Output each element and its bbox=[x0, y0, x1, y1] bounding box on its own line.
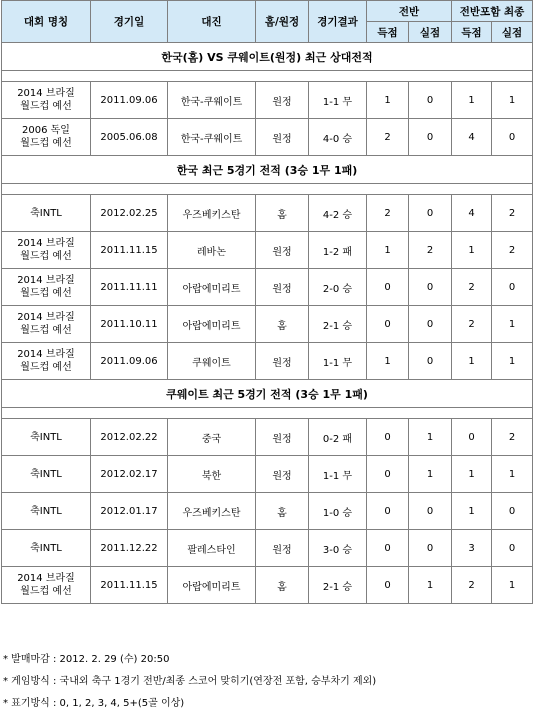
competition-line: 월드컵 예선 bbox=[20, 288, 72, 299]
first-half-conceded: 1 bbox=[409, 567, 452, 604]
final-scored: 3 bbox=[452, 530, 492, 567]
final-scored: 2 bbox=[452, 269, 492, 306]
final-conceded: 0 bbox=[492, 119, 533, 156]
header-first-half: 전반 bbox=[367, 1, 452, 22]
opponent: 한국-쿠웨이트 bbox=[168, 82, 256, 119]
final-scored: 1 bbox=[452, 343, 492, 380]
match-result: 0-2 패 bbox=[309, 419, 367, 456]
first-half-scored: 1 bbox=[367, 232, 409, 269]
competition-line: 2014 브라질 bbox=[17, 238, 75, 249]
match-record-table bbox=[1, 0, 533, 604]
home-away: 원정 bbox=[256, 419, 309, 456]
section-spacer-cell bbox=[2, 408, 533, 419]
section-title: 한국 최근 5경기 전적 (3승 1무 1패) bbox=[2, 156, 533, 184]
first-half-scored: 0 bbox=[367, 530, 409, 567]
competition-line: 축INTL bbox=[30, 505, 62, 517]
table-body bbox=[2, 43, 533, 604]
home-away: 홈 bbox=[256, 306, 309, 343]
header-tournament: 대회 명칭 bbox=[2, 1, 91, 43]
competition-name bbox=[2, 530, 91, 567]
table-row bbox=[2, 82, 533, 119]
section-title-row bbox=[2, 43, 533, 71]
section-spacer bbox=[2, 184, 533, 195]
final-conceded: 1 bbox=[492, 343, 533, 380]
first-half-conceded: 0 bbox=[409, 82, 452, 119]
match-date: 2011.11.11 bbox=[91, 269, 168, 306]
first-half-conceded: 1 bbox=[409, 456, 452, 493]
competition-line: 월드컵 예선 bbox=[20, 138, 72, 149]
home-away: 원정 bbox=[256, 456, 309, 493]
competition-line: 월드컵 예선 bbox=[20, 362, 72, 373]
section-spacer bbox=[2, 71, 533, 82]
match-result: 1-1 무 bbox=[309, 343, 367, 380]
match-result: 3-0 승 bbox=[309, 530, 367, 567]
competition-line: 월드컵 예선 bbox=[20, 586, 72, 597]
first-half-scored: 0 bbox=[367, 419, 409, 456]
table-row bbox=[2, 195, 533, 232]
opponent: 아랍에미리트 bbox=[168, 567, 256, 604]
home-away: 홈 bbox=[256, 195, 309, 232]
opponent: 아랍에미리트 bbox=[168, 306, 256, 343]
final-conceded: 1 bbox=[492, 456, 533, 493]
match-result: 4-2 승 bbox=[309, 195, 367, 232]
table-row bbox=[2, 530, 533, 567]
competition-line: 축INTL bbox=[30, 207, 62, 219]
final-conceded: 0 bbox=[492, 269, 533, 306]
competition-line: 축INTL bbox=[30, 468, 62, 480]
table-row bbox=[2, 119, 533, 156]
final-scored: 4 bbox=[452, 195, 492, 232]
final-scored: 2 bbox=[452, 306, 492, 343]
note-notation: * 표기방식 : 0, 1, 2, 3, 4, 5+(5골 이상) bbox=[3, 698, 185, 709]
match-date: 2011.11.15 bbox=[91, 232, 168, 269]
opponent: 레바논 bbox=[168, 232, 256, 269]
header-home-away: 홈/원정 bbox=[256, 1, 309, 43]
home-away: 원정 bbox=[256, 82, 309, 119]
match-result: 2-1 승 bbox=[309, 306, 367, 343]
match-result: 2-0 승 bbox=[309, 269, 367, 306]
final-scored: 1 bbox=[452, 493, 492, 530]
match-date: 2011.09.06 bbox=[91, 82, 168, 119]
section-title-row bbox=[2, 156, 533, 184]
match-result: 1-1 무 bbox=[309, 82, 367, 119]
match-date: 2012.01.17 bbox=[91, 493, 168, 530]
final-conceded: 2 bbox=[492, 195, 533, 232]
header-matchup: 대진 bbox=[168, 1, 256, 43]
final-conceded: 1 bbox=[492, 306, 533, 343]
competition-name bbox=[2, 195, 91, 232]
final-conceded: 0 bbox=[492, 493, 533, 530]
section-spacer-cell bbox=[2, 71, 533, 82]
first-half-scored: 1 bbox=[367, 82, 409, 119]
home-away: 원정 bbox=[256, 343, 309, 380]
opponent: 팔레스타인 bbox=[168, 530, 256, 567]
match-result: 1-1 무 bbox=[309, 456, 367, 493]
first-half-scored: 0 bbox=[367, 567, 409, 604]
header-row-top bbox=[2, 1, 533, 22]
first-half-conceded: 0 bbox=[409, 269, 452, 306]
competition-line: 2014 브라질 bbox=[17, 88, 75, 99]
first-half-conceded: 0 bbox=[409, 493, 452, 530]
competition-name bbox=[2, 493, 91, 530]
first-half-scored: 0 bbox=[367, 269, 409, 306]
competition-name bbox=[2, 232, 91, 269]
competition-line: 축INTL bbox=[30, 542, 62, 554]
competition-name bbox=[2, 269, 91, 306]
final-scored: 4 bbox=[452, 119, 492, 156]
note-deadline: * 발매마감 : 2012. 2. 29 (수) 20:50 bbox=[3, 654, 170, 665]
opponent: 북한 bbox=[168, 456, 256, 493]
competition-name bbox=[2, 82, 91, 119]
section-spacer-cell bbox=[2, 184, 533, 195]
opponent: 아랍에미리트 bbox=[168, 269, 256, 306]
section-spacer bbox=[2, 408, 533, 419]
first-half-scored: 0 bbox=[367, 456, 409, 493]
match-date: 2011.09.06 bbox=[91, 343, 168, 380]
home-away: 원정 bbox=[256, 119, 309, 156]
opponent: 우즈베키스탄 bbox=[168, 493, 256, 530]
home-away: 원정 bbox=[256, 269, 309, 306]
match-date: 2011.10.11 bbox=[91, 306, 168, 343]
competition-line: 월드컵 예선 bbox=[20, 325, 72, 336]
first-half-conceded: 0 bbox=[409, 119, 452, 156]
first-half-conceded: 0 bbox=[409, 530, 452, 567]
competition-line: 월드컵 예선 bbox=[20, 101, 72, 112]
final-scored: 1 bbox=[452, 232, 492, 269]
final-conceded: 1 bbox=[492, 567, 533, 604]
first-half-scored: 0 bbox=[367, 493, 409, 530]
note-game-method: * 게임방식 : 국내외 축구 1경기 전반/최종 스코어 맞히기(연장전 포함, 승부차기 제외) bbox=[3, 676, 377, 687]
table-row bbox=[2, 419, 533, 456]
match-result: 2-1 승 bbox=[309, 567, 367, 604]
table-row bbox=[2, 343, 533, 380]
opponent: 쿠웨이트 bbox=[168, 343, 256, 380]
final-conceded: 1 bbox=[492, 82, 533, 119]
table-row bbox=[2, 493, 533, 530]
section-title: 쿠웨이트 최근 5경기 전적 (3승 1무 1패) bbox=[2, 380, 533, 408]
match-date: 2011.12.22 bbox=[91, 530, 168, 567]
header-result: 경기결과 bbox=[309, 1, 367, 43]
final-scored: 0 bbox=[452, 419, 492, 456]
first-half-scored: 0 bbox=[367, 306, 409, 343]
home-away: 홈 bbox=[256, 493, 309, 530]
competition-name bbox=[2, 456, 91, 493]
opponent: 우즈베키스탄 bbox=[168, 195, 256, 232]
home-away: 원정 bbox=[256, 530, 309, 567]
first-half-scored: 2 bbox=[367, 195, 409, 232]
table-row bbox=[2, 269, 533, 306]
match-date: 2012.02.25 bbox=[91, 195, 168, 232]
competition-name bbox=[2, 567, 91, 604]
opponent: 한국-쿠웨이트 bbox=[168, 119, 256, 156]
header-final: 전반포함 최종 bbox=[452, 1, 533, 22]
table-row bbox=[2, 456, 533, 493]
final-scored: 1 bbox=[452, 456, 492, 493]
first-half-conceded: 0 bbox=[409, 306, 452, 343]
header-final-scored: 득점 bbox=[452, 22, 492, 43]
first-half-conceded: 0 bbox=[409, 343, 452, 380]
competition-name bbox=[2, 119, 91, 156]
match-date: 2011.11.15 bbox=[91, 567, 168, 604]
section-title: 한국(홈) VS 쿠웨이트(원정) 최근 상대전적 bbox=[2, 43, 533, 71]
match-result: 1-2 패 bbox=[309, 232, 367, 269]
match-date: 2005.06.08 bbox=[91, 119, 168, 156]
first-half-scored: 1 bbox=[367, 343, 409, 380]
final-conceded: 2 bbox=[492, 419, 533, 456]
section-title-row bbox=[2, 380, 533, 408]
competition-line: 2014 브라질 bbox=[17, 275, 75, 286]
header-final-conceded: 실점 bbox=[492, 22, 533, 43]
competition-line: 2006 독일 bbox=[22, 125, 70, 136]
competition-line: 월드컵 예선 bbox=[20, 251, 72, 262]
final-conceded: 0 bbox=[492, 530, 533, 567]
notes bbox=[3, 649, 376, 715]
match-result: 1-0 승 bbox=[309, 493, 367, 530]
competition-name bbox=[2, 343, 91, 380]
opponent: 중국 bbox=[168, 419, 256, 456]
header-date: 경기일 bbox=[91, 1, 168, 43]
first-half-scored: 2 bbox=[367, 119, 409, 156]
final-scored: 2 bbox=[452, 567, 492, 604]
table-row bbox=[2, 306, 533, 343]
header-first-half-scored: 득점 bbox=[367, 22, 409, 43]
competition-name bbox=[2, 306, 91, 343]
competition-line: 2014 브라질 bbox=[17, 573, 75, 584]
match-result: 4-0 승 bbox=[309, 119, 367, 156]
final-conceded: 2 bbox=[492, 232, 533, 269]
header-first-half-conceded: 실점 bbox=[409, 22, 452, 43]
competition-line: 축INTL bbox=[30, 431, 62, 443]
competition-line: 2014 브라질 bbox=[17, 312, 75, 323]
match-date: 2012.02.22 bbox=[91, 419, 168, 456]
competition-line: 2014 브라질 bbox=[17, 349, 75, 360]
first-half-conceded: 0 bbox=[409, 195, 452, 232]
home-away: 원정 bbox=[256, 232, 309, 269]
home-away: 홈 bbox=[256, 567, 309, 604]
match-date: 2012.02.17 bbox=[91, 456, 168, 493]
table-row bbox=[2, 567, 533, 604]
competition-name bbox=[2, 419, 91, 456]
first-half-conceded: 1 bbox=[409, 419, 452, 456]
final-scored: 1 bbox=[452, 82, 492, 119]
first-half-conceded: 2 bbox=[409, 232, 452, 269]
table-row bbox=[2, 232, 533, 269]
